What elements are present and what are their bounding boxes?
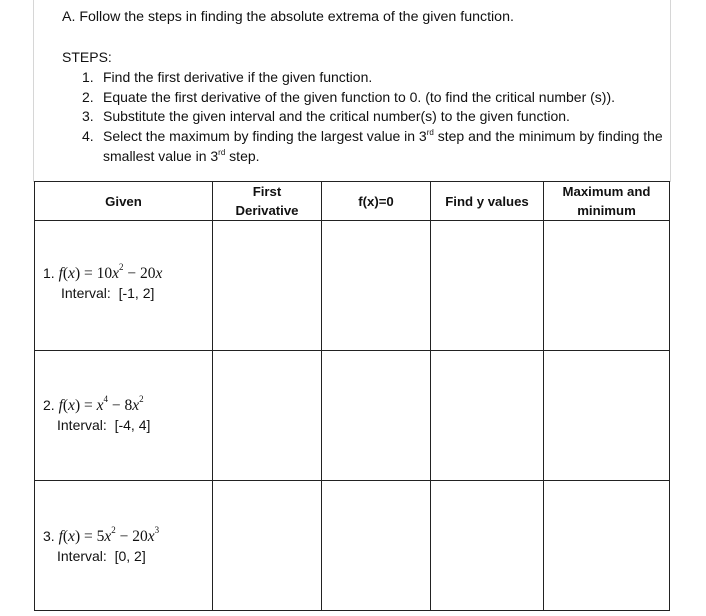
header-text: First <box>252 184 282 199</box>
exponent: 3 <box>154 525 160 535</box>
step-text-part: step. <box>225 147 260 164</box>
answer-cell[interactable] <box>431 221 544 351</box>
answer-cell[interactable] <box>213 221 322 351</box>
header-fx-zero: f(x)=0 <box>322 182 431 221</box>
fn-symbol: f <box>58 265 63 282</box>
fn-variable: x <box>104 528 112 545</box>
answer-cell[interactable] <box>431 481 544 611</box>
step-text: Find the first derivative if the given function. <box>103 69 373 85</box>
step-text: Substitute the given interval and the critical number(s) to the given function. <box>103 108 570 125</box>
step-number: 3. <box>82 108 94 125</box>
page-frame-left <box>33 0 34 182</box>
exponent: 2 <box>111 525 116 535</box>
problem-number: 3. <box>43 528 55 544</box>
interval-value: [-4, 4] <box>114 417 151 433</box>
header-first-derivative <box>213 182 322 221</box>
fn-variable: x <box>68 397 75 414</box>
answer-cell[interactable] <box>431 351 544 481</box>
fn-part: − 20 <box>123 265 156 282</box>
step-number: 4. <box>82 128 94 145</box>
step-number: 2. <box>82 88 94 105</box>
answer-cell[interactable] <box>322 221 431 351</box>
exponent: 4 <box>103 394 108 404</box>
fn-part: − 8 <box>108 397 133 414</box>
table-row <box>35 481 670 611</box>
table-header-row <box>35 182 670 221</box>
header-given: Given <box>35 182 213 221</box>
problem-2 <box>35 351 212 433</box>
problem-number: 2. <box>43 397 55 413</box>
step-number: 1. <box>82 69 94 85</box>
header-max-min <box>544 182 670 221</box>
interval-line <box>43 417 212 433</box>
given-cell <box>35 221 213 351</box>
fn-part: = 10 <box>80 265 113 282</box>
interval-label: Interval: <box>61 285 111 301</box>
step-text <box>103 127 682 166</box>
interval-line <box>43 285 212 301</box>
worksheet-table <box>34 181 670 611</box>
fn-symbol: f <box>58 528 63 545</box>
answer-cell[interactable] <box>213 481 322 611</box>
ordinal-suffix: rd <box>426 128 434 138</box>
table-row <box>35 221 670 351</box>
answer-cell[interactable] <box>544 221 670 351</box>
fn-part: = <box>80 397 97 414</box>
step-item <box>82 68 682 88</box>
fn-variable: x <box>68 528 75 545</box>
interval-label: Interval: <box>57 417 107 433</box>
fn-part: − 20 <box>115 528 148 545</box>
answer-cell[interactable] <box>322 351 431 481</box>
fn-variable: x <box>68 265 75 282</box>
problem-number: 1. <box>43 265 55 281</box>
header-text: Maximum and <box>562 184 651 199</box>
ordinal-suffix: rd <box>218 147 226 157</box>
exponent: 2 <box>119 262 124 272</box>
answer-cell[interactable] <box>544 351 670 481</box>
header-text: Derivative <box>235 203 299 218</box>
steps-list <box>82 68 682 167</box>
function-expression: 2. $f(x) = x^4 - 8x^2$ <box>43 394 144 414</box>
function-expression: 3. $f(x) = 5x^2 - 20x^3$ <box>43 525 160 545</box>
function-expression: 1. $f(x) = 10x^2 - 20x$ <box>43 262 163 282</box>
answer-cell[interactable] <box>544 481 670 611</box>
given-cell <box>35 351 213 481</box>
fn-symbol: f <box>58 397 63 414</box>
fn-variable: x <box>155 265 163 282</box>
fn-part: = 5 <box>80 528 105 545</box>
problem-3 <box>35 481 212 564</box>
interval-line <box>43 548 212 564</box>
step-text-part: step and the minimum by finding the smallest value in 3 <box>103 128 663 164</box>
step-text: Equate the first derivative of the given function to 0. (to find the critical number (s)). <box>103 88 616 105</box>
step-text-part: Select the maximum by finding the largest value in 3 <box>103 128 427 145</box>
answer-cell[interactable] <box>322 481 431 611</box>
step-item <box>82 127 682 166</box>
interval-value: [-1, 2] <box>118 285 155 301</box>
header-find-y: Find y values <box>431 182 544 221</box>
fn-variable: x <box>96 397 104 414</box>
instruction-heading: A. Follow the steps in finding the absolute extrema of the given function. <box>62 9 514 25</box>
exponent: 2 <box>139 394 144 404</box>
problem-1 <box>35 221 212 301</box>
table-row <box>35 351 670 481</box>
answer-cell[interactable] <box>213 351 322 481</box>
header-text: minimum <box>577 203 636 218</box>
interval-value: [0, 2] <box>114 548 146 564</box>
fn-variable: x <box>112 265 119 282</box>
step-item <box>82 107 682 127</box>
fn-variable: x <box>132 397 140 414</box>
given-cell <box>35 481 213 611</box>
fn-variable: x <box>147 528 155 545</box>
step-item <box>82 88 682 108</box>
steps-label: STEPS: <box>62 49 112 65</box>
interval-label: Interval: <box>57 548 107 564</box>
